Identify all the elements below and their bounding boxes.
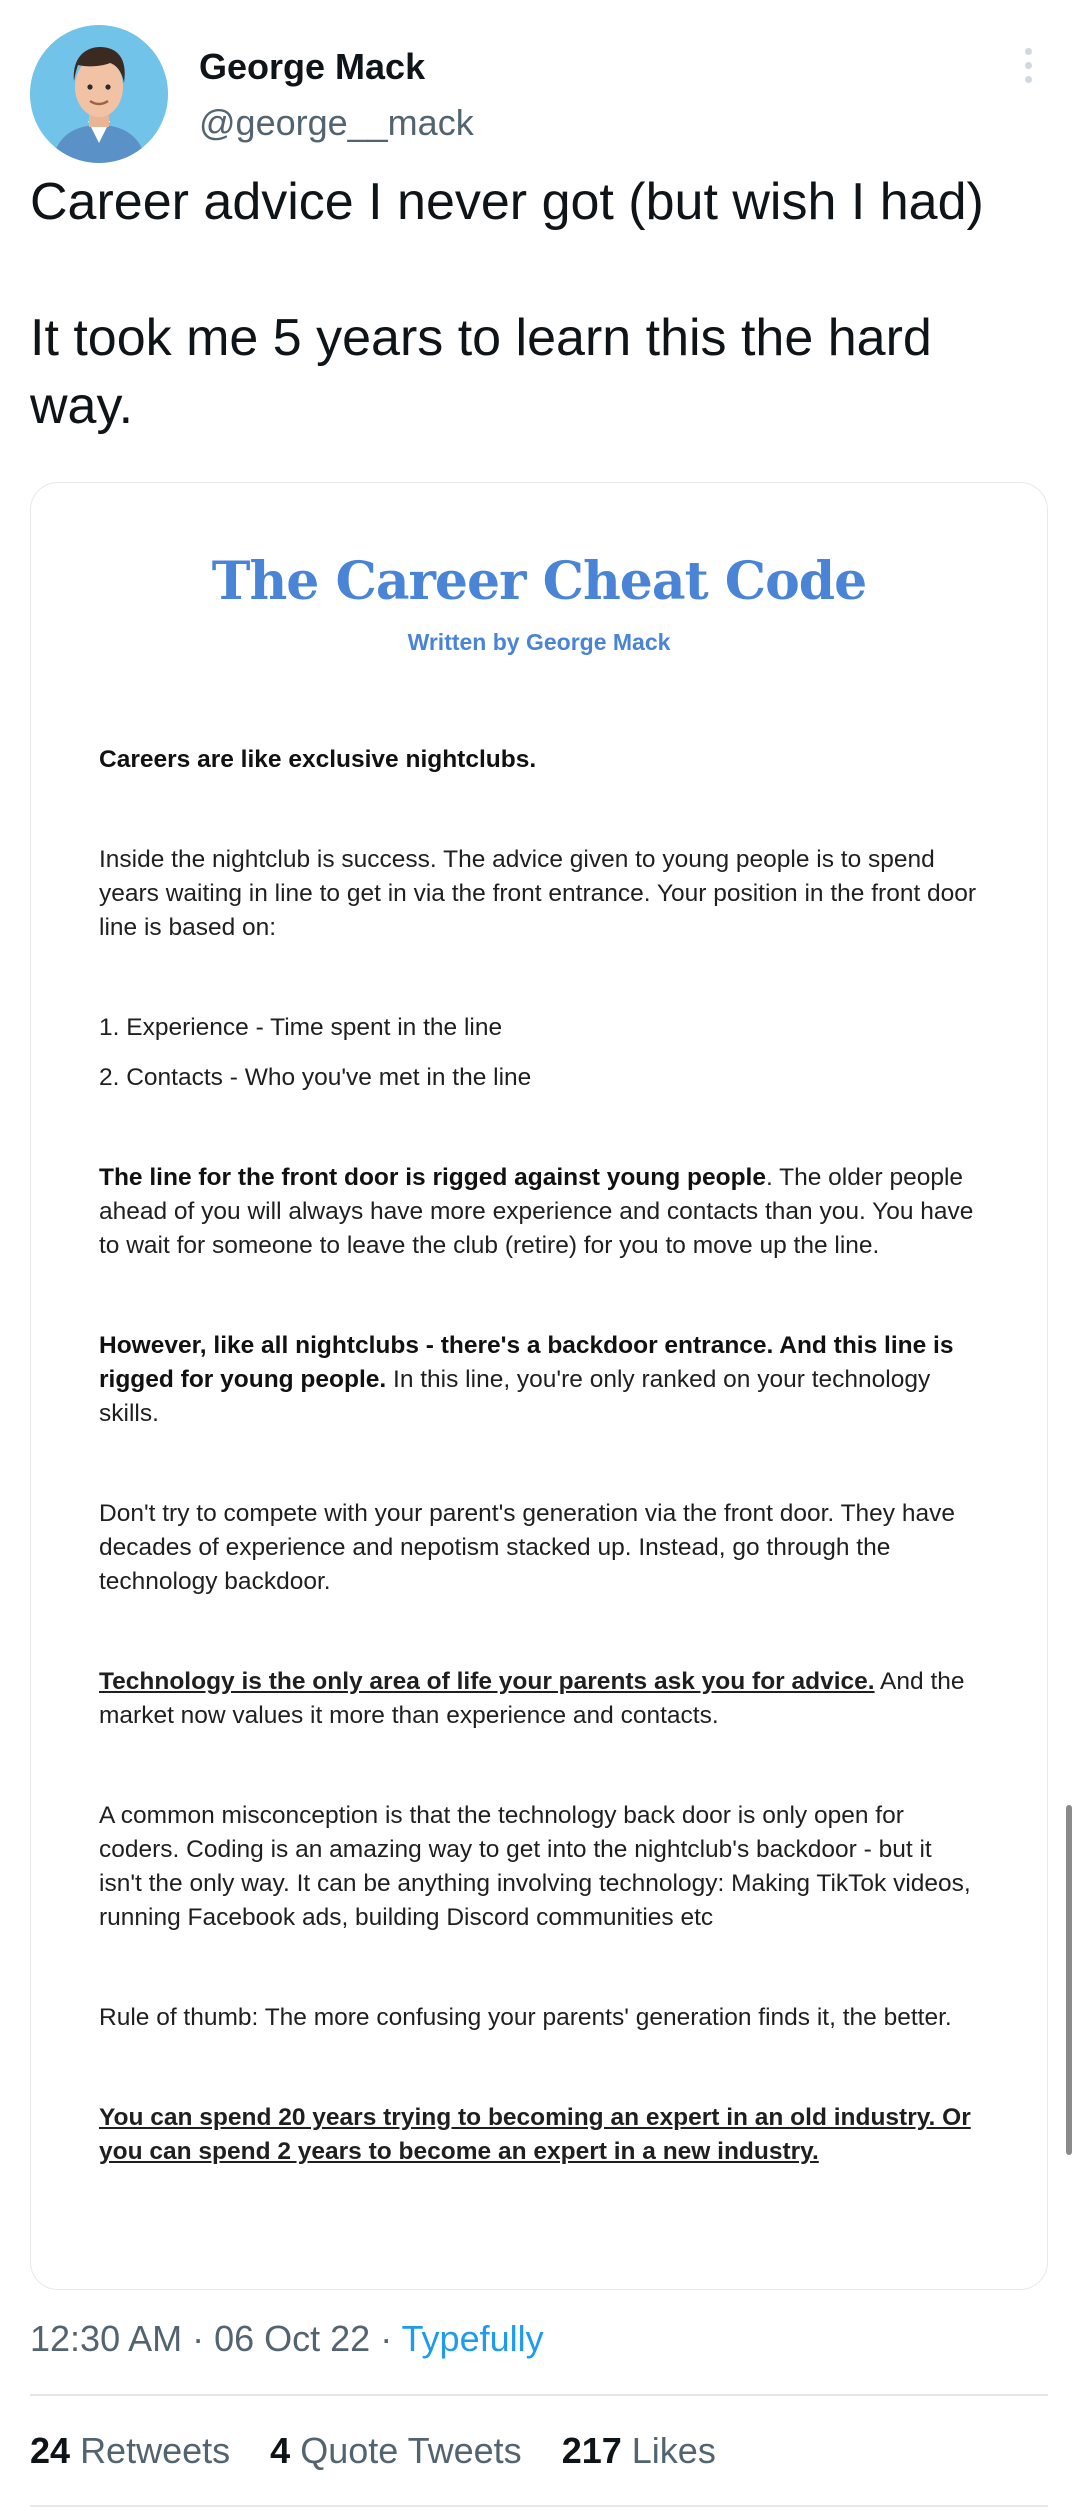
- author-name[interactable]: George Mack: [199, 46, 426, 87]
- retweets-label: Retweets: [80, 2430, 231, 2471]
- document-paragraph: [99, 2101, 979, 2169]
- underlined-text: Technology is the only area of life your parents ask you for advice.: [99, 1668, 875, 1695]
- tweet-text: [30, 168, 1040, 440]
- tweet-line: It took me 5 years to learn this the hard way.: [30, 309, 932, 435]
- separator: ·: [182, 2318, 215, 2359]
- separator: ·: [370, 2318, 402, 2359]
- document-paragraph: [99, 1161, 979, 1263]
- likes-stat[interactable]: [562, 2430, 716, 2471]
- tweet-stats: [30, 2430, 746, 2472]
- divider: [30, 2394, 1048, 2396]
- tweet-date[interactable]: 06 Oct 22: [214, 2318, 371, 2359]
- avatar[interactable]: [30, 25, 168, 163]
- tweet-line: Career advice I never got (but wish I had): [30, 173, 984, 231]
- document-paragraph: [99, 1665, 979, 1733]
- tweet-media-document[interactable]: [30, 482, 1048, 2290]
- paragraph-text: And the market now values it more than experience and contacts.: [99, 1668, 965, 1729]
- document-paragraph: Inside the nightclub is success. The advice given to young people is to spend years waiting in line to get in via the front entrance. Your position in the front door line is based on:: [99, 846, 977, 941]
- divider: [30, 2505, 1048, 2507]
- list-item: 2. Contacts - Who you've met in the line: [99, 1064, 532, 1091]
- paragraph-text: . The older people ahead of you will always have more experience and contacts than you. You have to wait for someone to leave the club (retire) for you to move up the line.: [99, 1164, 974, 1259]
- document-body: [99, 743, 979, 2169]
- bold-text: The line for the front door is rigged against young people: [99, 1164, 766, 1191]
- quote-tweets-stat[interactable]: [270, 2430, 522, 2471]
- avatar-portrait-icon: [30, 25, 168, 163]
- bold-text: However, like all nightclubs - there's a backdoor entrance. And this line is rigged for young people.: [99, 1332, 954, 1393]
- source-link[interactable]: Typefully: [401, 2318, 544, 2359]
- underlined-text: You can spend 20 years trying to becoming an expert in an old industry. Or you can spend 2 years to become an expert in a new industry.: [99, 2104, 971, 2165]
- likes-count: 217: [561, 2430, 622, 2471]
- paragraph-text: In this line, you're only ranked on your technology skills.: [99, 1366, 931, 1427]
- bold-text: Careers are like exclusive nightclubs.: [99, 746, 537, 773]
- document-paragraph: A common misconception is that the technology back door is only open for coders. Coding is an amazing way to get into the nightclub's backdoor - but it isn't the only way. It can be anything involving technology: Making TikTok videos, running Facebook ads, building Discord communities etc: [99, 1802, 971, 1931]
- tweet-header: [0, 0, 1080, 170]
- document-paragraph: [99, 743, 979, 777]
- document-paragraph: [99, 1329, 979, 1431]
- quotes-label: Quote Tweets: [300, 2430, 522, 2471]
- likes-label: Likes: [631, 2430, 716, 2471]
- tweet-meta: [30, 2318, 544, 2360]
- document-paragraph: Don't try to compete with your parent's generation via the front door. They have decades of experience and nepotism stacked up. Instead, go through the technology backdoor.: [99, 1500, 955, 1595]
- document-title: The Career Cheat Code: [211, 551, 867, 612]
- document-subtitle: Written by George Mack: [407, 629, 671, 655]
- scrollbar[interactable]: [1066, 1805, 1072, 2155]
- retweets-count: 24: [30, 2430, 71, 2471]
- retweets-stat[interactable]: [30, 2430, 230, 2471]
- author-handle[interactable]: @george__mack: [199, 102, 474, 143]
- document-paragraph: Rule of thumb: The more confusing your parents' generation finds it, the better.: [99, 2004, 952, 2031]
- tweet-time[interactable]: 12:30 AM: [30, 2318, 183, 2359]
- list-item: 1. Experience - Time spent in the line: [99, 1014, 503, 1041]
- quotes-count: 4: [270, 2430, 291, 2471]
- more-options-icon[interactable]: [1010, 48, 1046, 88]
